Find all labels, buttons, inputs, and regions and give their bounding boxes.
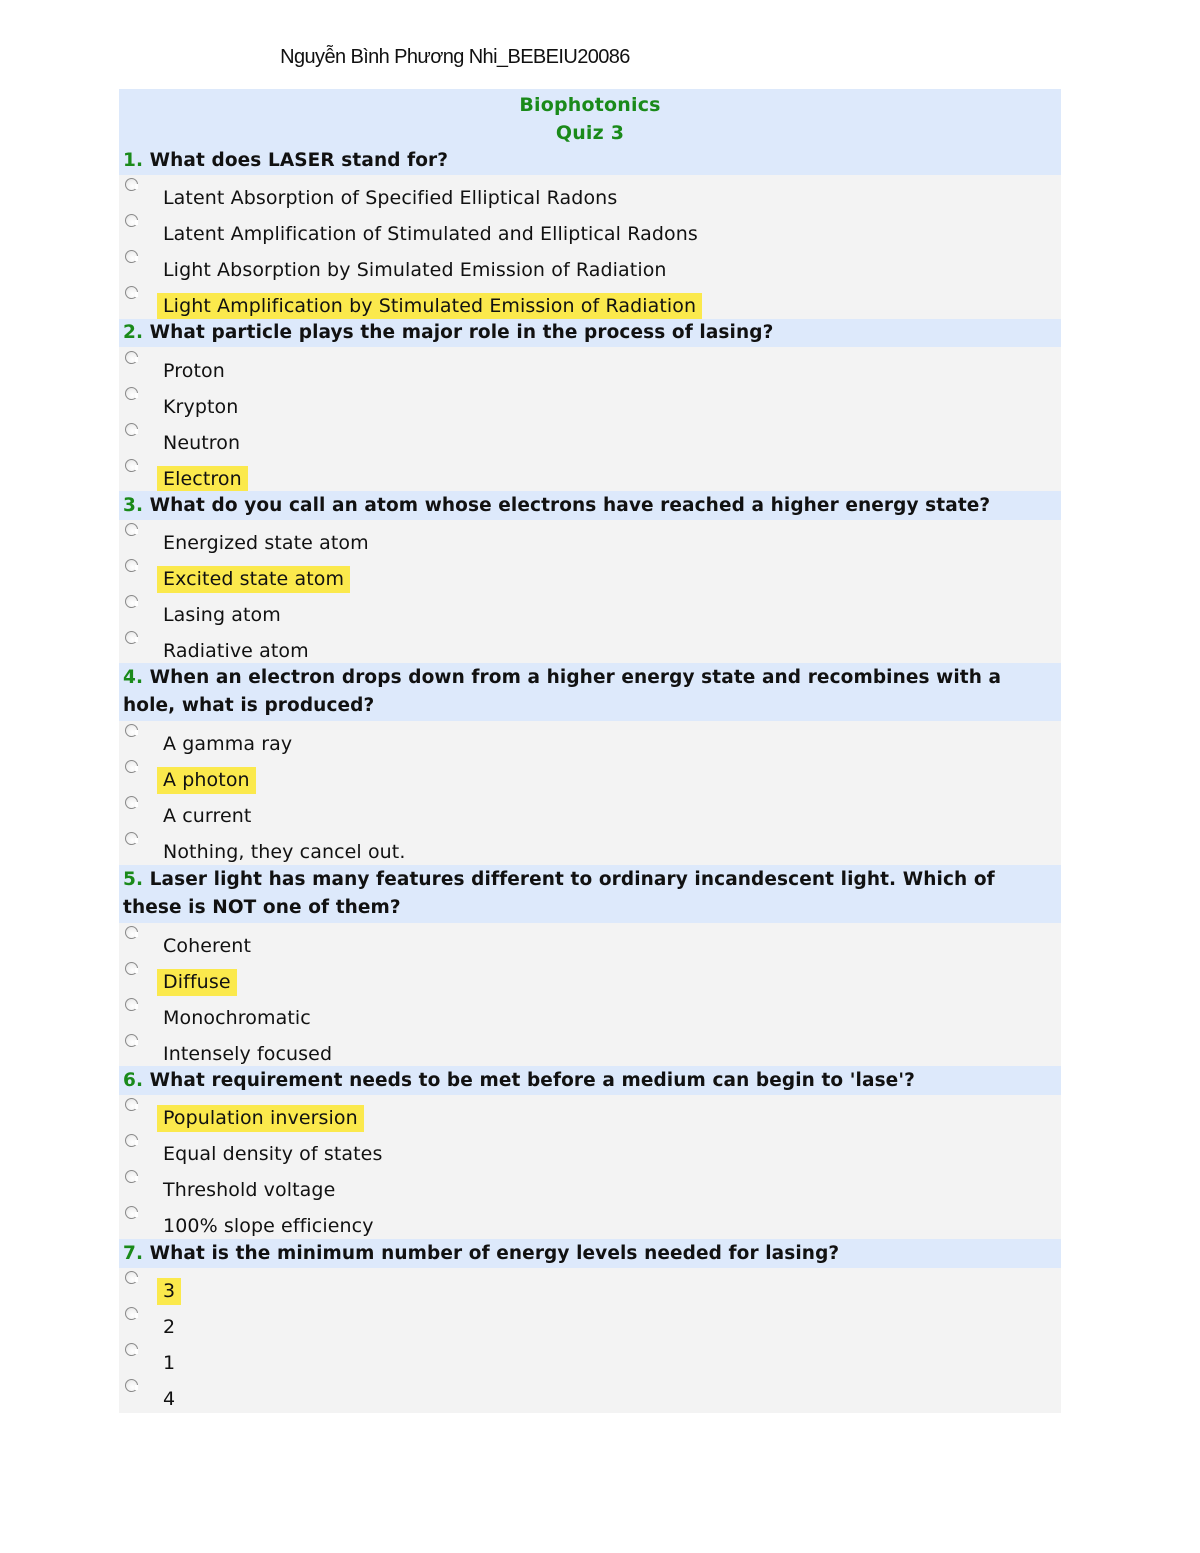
radio-button[interactable]	[125, 1379, 138, 1392]
question-text	[123, 664, 1053, 720]
answer-label: Latent Amplification of Stimulated and Elliptical Radons	[163, 223, 698, 245]
radio-button[interactable]	[125, 760, 138, 773]
quiz-subtitle: Quiz 3	[555, 122, 625, 144]
radio-button[interactable]	[125, 962, 138, 975]
question-text	[123, 492, 1053, 520]
answer-option[interactable]	[119, 386, 1061, 422]
answer-label: 1	[163, 1352, 176, 1374]
quiz-panel	[119, 89, 1061, 1413]
radio-button[interactable]	[125, 595, 138, 608]
answer-option[interactable]	[119, 350, 1061, 386]
question-prompt: When an electron drops down from a higher energy state and recombines with a hole, what is produced?	[123, 667, 1002, 716]
question-prompt: What is the minimum number of energy levels needed for lasing?	[143, 1243, 840, 1264]
answer-option[interactable]	[119, 925, 1061, 961]
answer-option[interactable]	[119, 249, 1061, 285]
answer-option[interactable]	[119, 1342, 1061, 1378]
highlighted-answer-label: 3	[157, 1278, 181, 1305]
radio-button[interactable]	[125, 286, 138, 299]
radio-button[interactable]	[125, 1170, 138, 1183]
answer-label: Energized state atom	[163, 532, 369, 554]
answer-label: Monochromatic	[163, 1007, 311, 1029]
answer-option[interactable]	[119, 997, 1061, 1033]
highlighted-answer-label: Population inversion	[157, 1105, 364, 1132]
radio-button[interactable]	[125, 631, 138, 644]
radio-button[interactable]	[125, 387, 138, 400]
answer-option[interactable]	[119, 1097, 1061, 1133]
radio-button[interactable]	[125, 796, 138, 809]
answer-label: Coherent	[163, 935, 251, 957]
radio-button[interactable]	[125, 351, 138, 364]
answer-option[interactable]	[119, 1205, 1061, 1241]
answer-option[interactable]	[119, 759, 1061, 795]
question-prompt: Laser light has many features different to ordinary incandescent light. Which of these is NOT one of them?	[123, 869, 995, 918]
answer-label: Threshold voltage	[163, 1179, 336, 1201]
question-number: 2.	[123, 322, 144, 343]
answer-label: Krypton	[163, 396, 239, 418]
question-text	[123, 1067, 1053, 1095]
radio-button[interactable]	[125, 214, 138, 227]
radio-button[interactable]	[125, 832, 138, 845]
answer-label: 4	[163, 1388, 176, 1410]
radio-button[interactable]	[125, 1206, 138, 1219]
author-name: Nguyễn Bình Phương Nhi_BEBEIU20086	[280, 46, 630, 68]
question-text	[123, 1240, 1053, 1268]
answer-option[interactable]	[119, 422, 1061, 458]
radio-button[interactable]	[125, 178, 138, 191]
answer-label: Intensely focused	[163, 1043, 333, 1065]
answer-option[interactable]	[119, 723, 1061, 759]
answer-option[interactable]	[119, 458, 1061, 494]
radio-button[interactable]	[125, 724, 138, 737]
highlighted-answer-label: Light Amplification by Stimulated Emission of Radiation	[157, 293, 702, 320]
radio-button[interactable]	[125, 250, 138, 263]
question-prompt: What does LASER stand for?	[143, 150, 449, 171]
answer-option[interactable]	[119, 961, 1061, 997]
radio-button[interactable]	[125, 423, 138, 436]
answer-option[interactable]	[119, 213, 1061, 249]
answer-option[interactable]	[119, 177, 1061, 213]
answer-option[interactable]	[119, 630, 1061, 666]
answer-label: 2	[163, 1316, 176, 1338]
answer-option[interactable]	[119, 1033, 1061, 1069]
question-number: 7.	[123, 1243, 144, 1264]
answer-label: A gamma ray	[163, 733, 293, 755]
highlighted-answer-label: Diffuse	[157, 969, 237, 996]
radio-button[interactable]	[125, 926, 138, 939]
radio-button[interactable]	[125, 559, 138, 572]
highlighted-answer-label: A photon	[157, 767, 256, 794]
answer-label: Proton	[163, 360, 225, 382]
question-text	[123, 147, 1053, 175]
question-number: 6.	[123, 1070, 144, 1091]
highlighted-answer-label: Excited state atom	[157, 566, 350, 593]
answer-option[interactable]	[119, 831, 1061, 867]
answer-label: Neutron	[163, 432, 241, 454]
question-prompt: What do you call an atom whose electrons have reached a higher energy state?	[143, 495, 991, 516]
question-number: 1.	[123, 150, 144, 171]
answer-option[interactable]	[119, 522, 1061, 558]
answer-label: Light Absorption by Simulated Emission of Radiation	[163, 259, 667, 281]
answer-option[interactable]	[119, 1378, 1061, 1414]
answer-option[interactable]	[119, 285, 1061, 321]
radio-button[interactable]	[125, 1034, 138, 1047]
answer-option[interactable]	[119, 795, 1061, 831]
answer-label: Radiative atom	[163, 640, 309, 662]
answer-option[interactable]	[119, 1306, 1061, 1342]
question-number: 4.	[123, 667, 144, 688]
answer-label: A current	[163, 805, 252, 827]
radio-button[interactable]	[125, 1134, 138, 1147]
answer-option[interactable]	[119, 594, 1061, 630]
radio-button[interactable]	[125, 523, 138, 536]
question-number: 5.	[123, 869, 144, 890]
answer-label: Nothing, they cancel out.	[163, 841, 406, 863]
question-text	[123, 319, 1053, 347]
answer-option[interactable]	[119, 1169, 1061, 1205]
question-prompt: What particle plays the major role in the process of lasing?	[143, 322, 774, 343]
answer-label: Lasing atom	[163, 604, 281, 626]
radio-button[interactable]	[125, 1307, 138, 1320]
answer-label: 100% slope efficiency	[163, 1215, 374, 1237]
answer-label: Latent Absorption of Specified Elliptical Radons	[163, 187, 618, 209]
radio-button[interactable]	[125, 459, 138, 472]
highlighted-answer-label: Electron	[157, 466, 248, 493]
answer-option[interactable]	[119, 1270, 1061, 1306]
quiz-title: Biophotonics	[519, 94, 661, 116]
radio-button[interactable]	[125, 1271, 138, 1284]
answer-option[interactable]	[119, 1133, 1061, 1169]
radio-button[interactable]	[125, 1343, 138, 1356]
radio-button[interactable]	[125, 1098, 138, 1111]
answer-label: Equal density of states	[163, 1143, 383, 1165]
question-number: 3.	[123, 495, 144, 516]
answer-option[interactable]	[119, 558, 1061, 594]
question-text	[123, 866, 1053, 922]
radio-button[interactable]	[125, 998, 138, 1011]
question-prompt: What requirement needs to be met before a medium can begin to 'lase'?	[143, 1070, 915, 1091]
